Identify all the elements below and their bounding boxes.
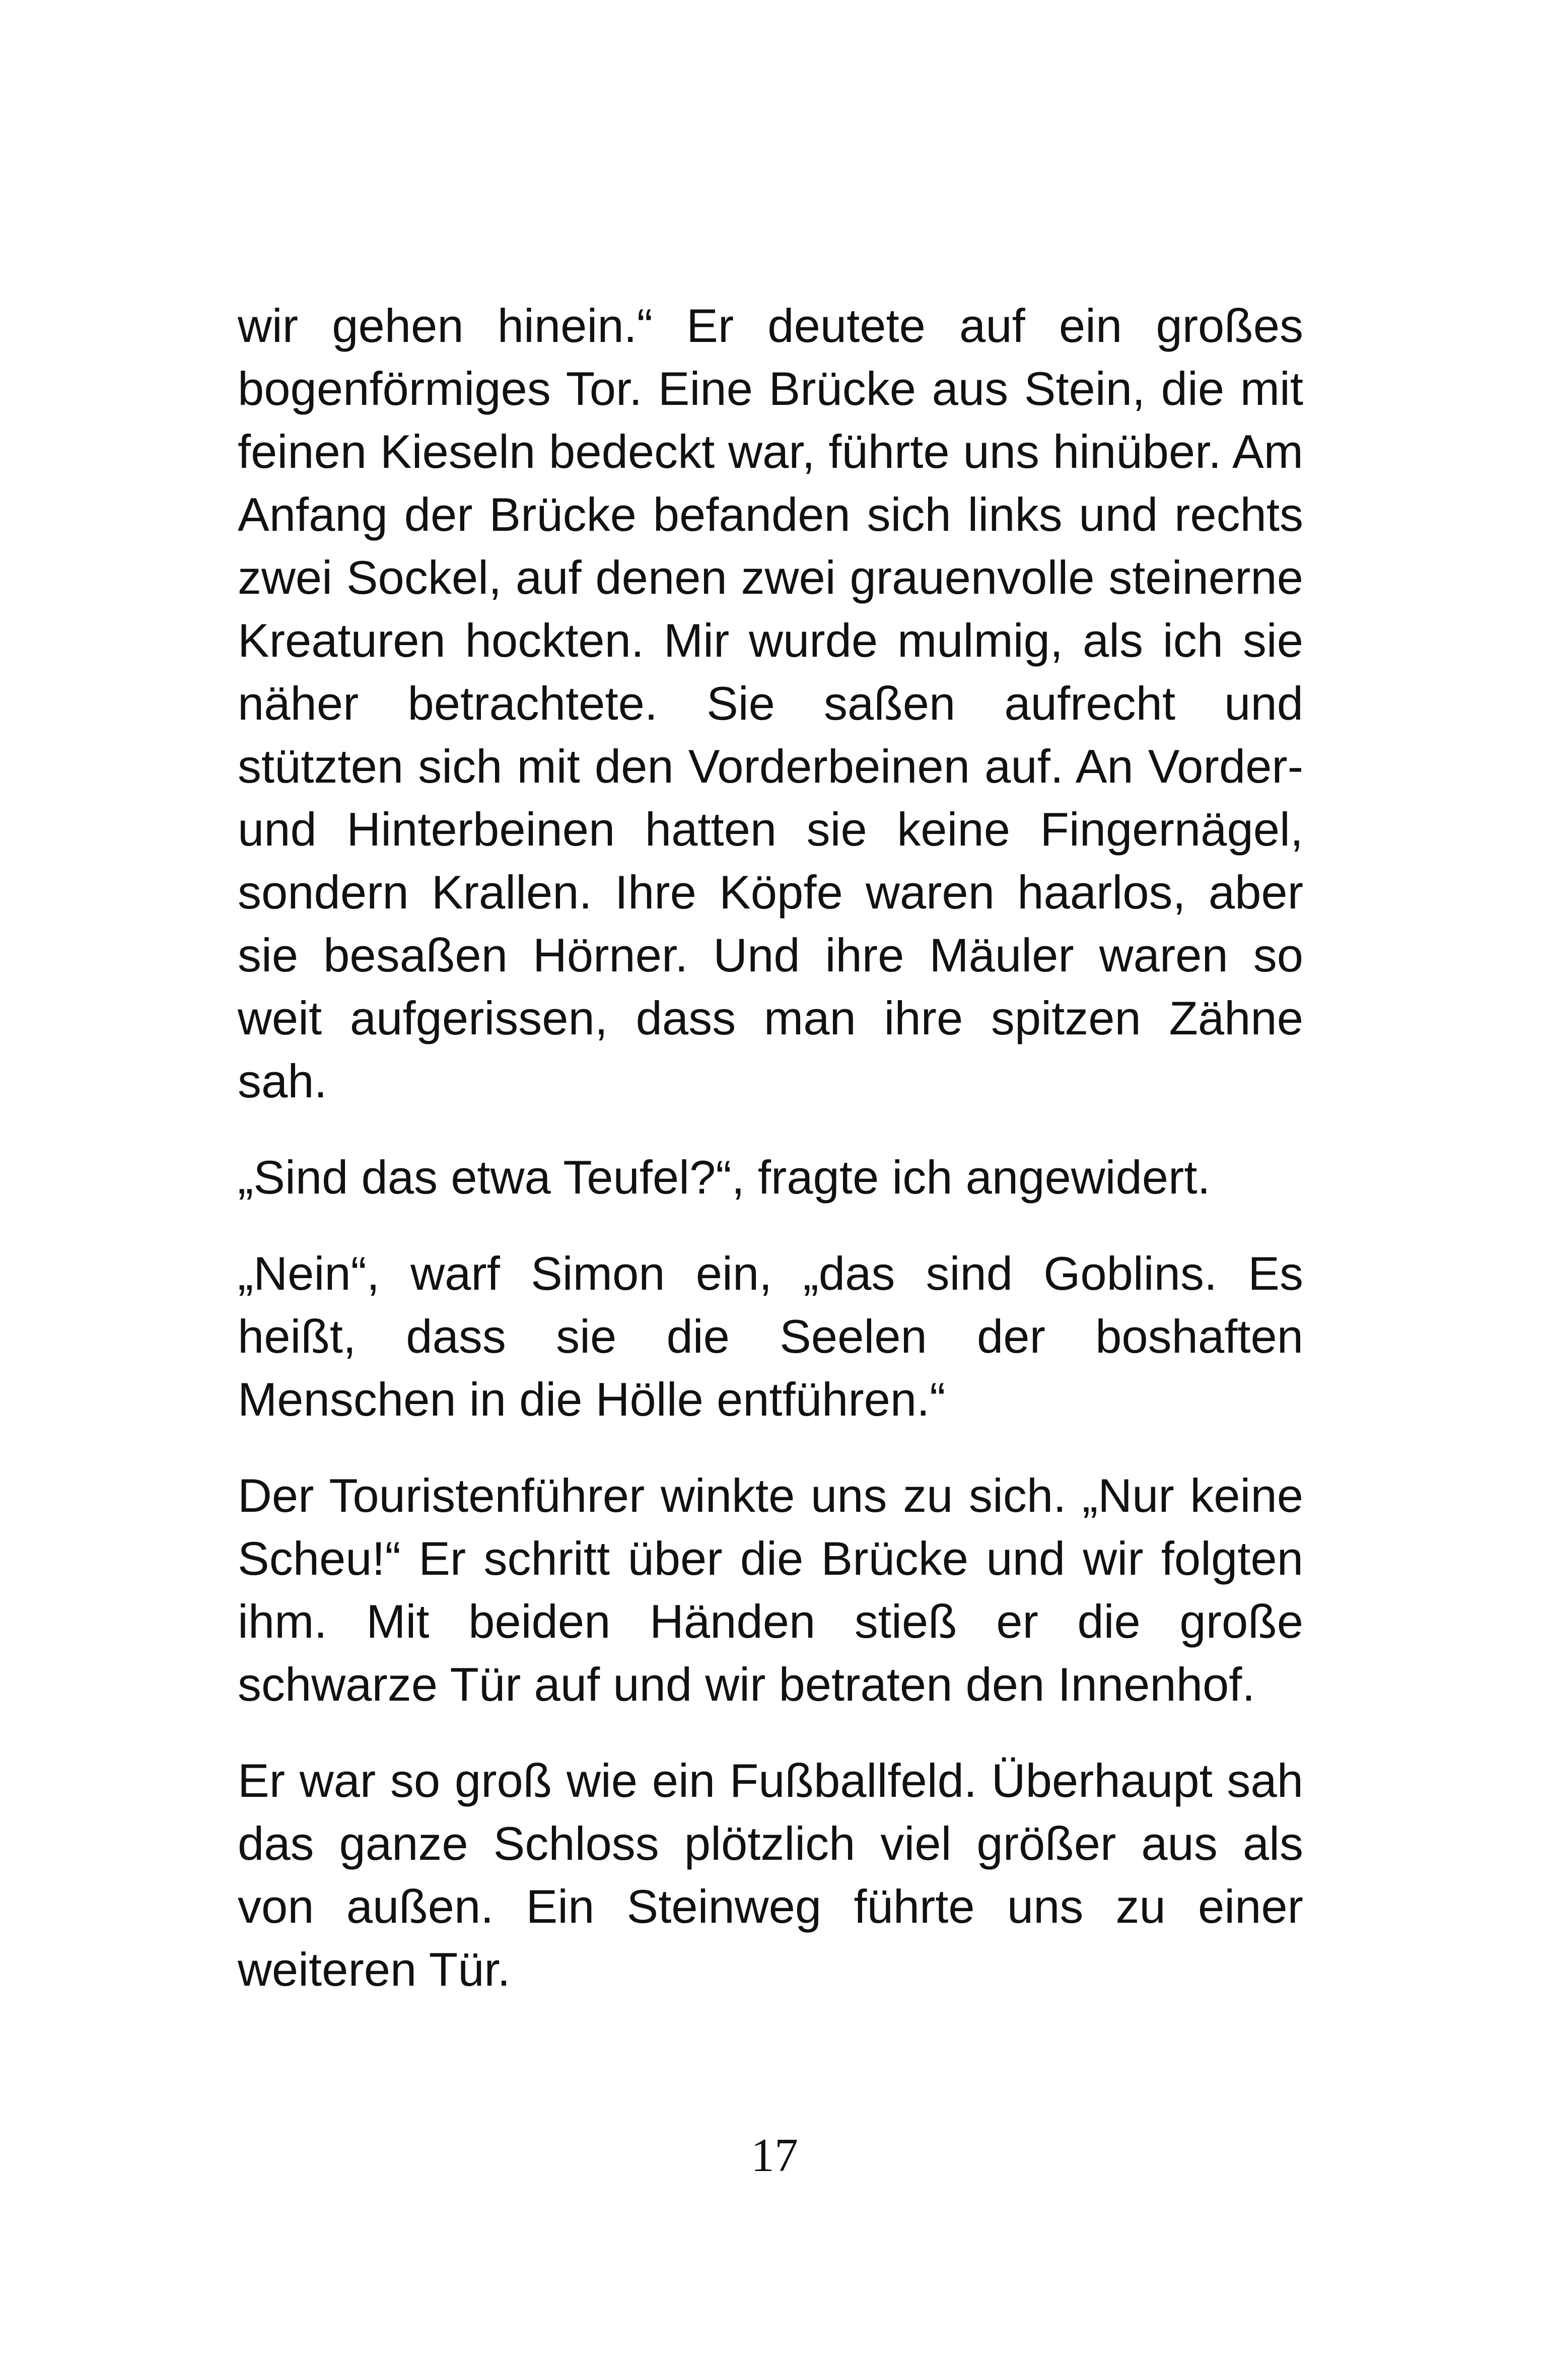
paragraph: „Sind das etwa Teufel?“, fragte ich angewidert.	[238, 1151, 1211, 1204]
paragraph: Der Touristenführer winkte uns zu sich. „Nur keine Scheu!“ Er schritt über die Brücke und wir folgten ihm. Mit beiden Händen stieß er die große schwarze Tür auf und wir betraten den Innenhof.	[238, 1469, 1303, 1711]
paragraph: wir gehen hinein.“ Er deutete auf ein großes bogenförmiges Tor. Eine Brücke aus Stein, die mit feinen Kieseln bedeckt war, führte uns hinüber. Am Anfang der Brücke befanden sich links und rechts zwei Sockel, auf denen zwei grauenvolle steinerne Kreaturen hockten. Mir wurde mulmig, als ich sie näher betrachtete. Sie saßen aufrecht und stützten sich mit den Vorderbeinen auf. An Vorder- und Hinterbeinen hatten sie keine Fingernägel, sondern Krallen. Ihre Köpfe waren haarlos, aber sie besaßen Hörner. Und ihre Mäuler waren so weit aufgerissen, dass man ihre spitzen Zähne sah.	[238, 299, 1303, 1107]
paragraph: „Nein“, warf Simon ein, „das sind Goblins. Es heißt, dass sie die Seelen der boshaften Menschen in die Hölle entführen.“	[238, 1247, 1303, 1426]
page-number: 17	[751, 2129, 798, 2182]
paragraph: Er war so groß wie ein Fußballfeld. Überhaupt sah das ganze Schloss plötzlich viel größer aus als von außen. Ein Steinweg führte uns zu einer weiteren Tür.	[238, 1754, 1303, 1996]
body-text	[238, 294, 1303, 2001]
